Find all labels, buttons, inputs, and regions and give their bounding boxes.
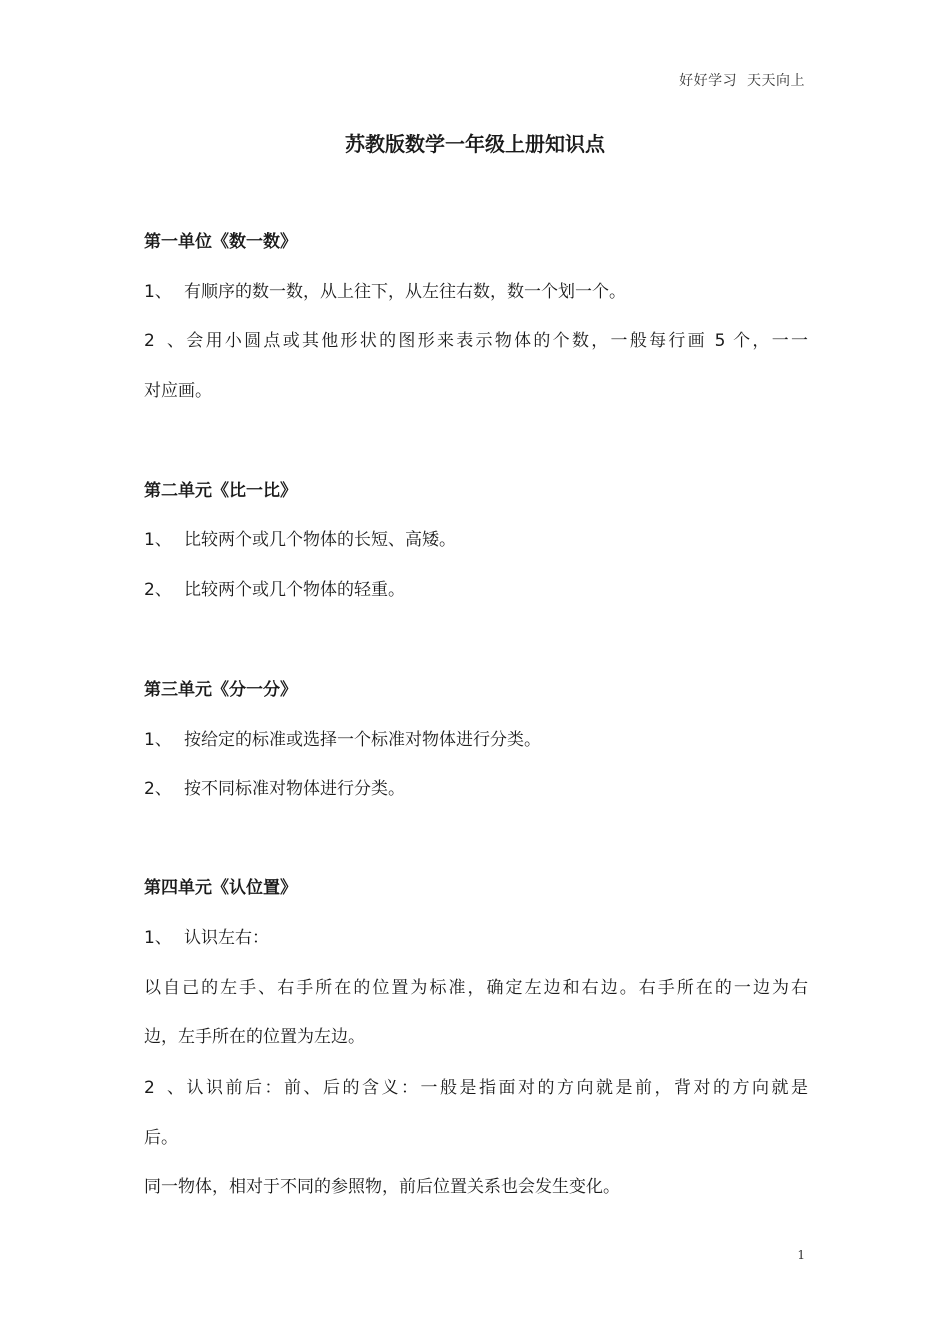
paragraph-line: 边，左手所在的位置为左边。 — [144, 1027, 365, 1047]
unit-heading: 第四单元《认位置》 — [144, 878, 297, 898]
list-item — [144, 329, 808, 353]
unit-heading: 第三单元《分一分》 — [144, 680, 297, 700]
list-item — [144, 728, 808, 752]
item-text: 比较两个或几个物体的轻重。 — [184, 580, 405, 600]
paragraph-line: 以自己的左手、右手所在的位置为标准，确定左边和右边。右手所在的一边为右 — [144, 978, 808, 998]
item-text: 会用小圆点或其他形状的图形来表示物体的个数，一般每行画 5 个，一一 — [184, 331, 808, 351]
item-number: 1、 — [144, 282, 172, 302]
item-number: 2、 — [144, 1078, 184, 1098]
list-item — [144, 280, 808, 304]
item-number: 1、 — [144, 530, 172, 550]
list-item — [144, 926, 808, 950]
page-number: 1 — [797, 1248, 805, 1262]
item-number: 1、 — [144, 928, 172, 948]
item-text: 认识左右： — [184, 928, 269, 948]
list-item — [144, 777, 808, 801]
item-text: 有顺序的数一数，从上往下，从左往右数，数一个划一个。 — [184, 282, 626, 302]
unit-heading: 第一单位《数一数》 — [144, 232, 297, 252]
list-item — [144, 578, 808, 602]
list-item — [144, 1076, 808, 1100]
item-number: 1、 — [144, 730, 172, 750]
list-item — [144, 528, 808, 552]
item-number: 2、 — [144, 331, 184, 351]
document-title: 苏教版数学一年级上册知识点 — [345, 132, 605, 156]
item-text: 按给定的标准或选择一个标准对物体进行分类。 — [184, 730, 541, 750]
unit-heading: 第二单元《比一比》 — [144, 481, 297, 501]
item-text: 按不同标准对物体进行分类。 — [184, 779, 405, 799]
item-continuation: 对应画。 — [144, 381, 212, 401]
document-body — [144, 0, 808, 1230]
item-number: 2、 — [144, 779, 172, 799]
paragraph-line: 同一物体，相对于不同的参照物，前后位置关系也会发生变化。 — [144, 1177, 620, 1197]
item-text: 比较两个或几个物体的长短、高矮。 — [184, 530, 456, 550]
header-motto: 好好学习 天天向上 — [679, 73, 805, 89]
item-text: 认识前后：前、后的含义：一般是指面对的方向就是前，背对的方向就是 — [184, 1078, 808, 1098]
item-continuation: 后。 — [144, 1128, 178, 1148]
item-number: 2、 — [144, 580, 172, 600]
